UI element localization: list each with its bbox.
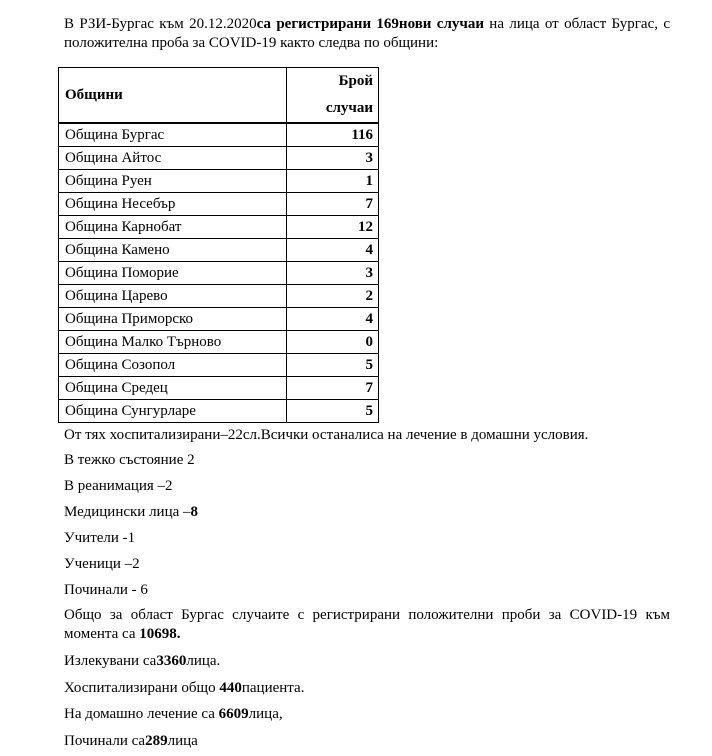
- municipality-name: Община Малко Търново: [59, 331, 287, 354]
- municipality-name: Община Айтос: [59, 147, 287, 170]
- students-line: Ученици –2: [64, 556, 140, 572]
- total-deceased-line: [64, 732, 674, 751]
- recovered-line: [64, 652, 674, 671]
- table-row: [59, 331, 379, 354]
- table-row: [59, 400, 379, 423]
- icu-line: В реанимация –2: [64, 478, 173, 494]
- table-row: [59, 285, 379, 308]
- table-row: [59, 239, 379, 262]
- hospitalized-total-suffix: пациента.: [241, 680, 305, 696]
- recovered-label: Излекувани са: [64, 653, 157, 669]
- intro-paragraph: [64, 15, 670, 53]
- column-header-municipality: Общини: [59, 68, 287, 124]
- hospitalized-total-line: [64, 679, 674, 698]
- total-deceased-label: Починали са: [64, 733, 146, 749]
- medics-line: [64, 503, 674, 522]
- case-count: 0: [287, 331, 379, 354]
- case-count: 12: [287, 216, 379, 239]
- municipality-name: Община Руен: [59, 170, 287, 193]
- municipality-name: Община Несебър: [59, 193, 287, 216]
- home-treatment-line: [64, 705, 674, 724]
- case-count: 116: [287, 123, 379, 147]
- medics-value: 8: [190, 504, 199, 520]
- municipality-name: Община Приморско: [59, 308, 287, 331]
- table-row: [59, 170, 379, 193]
- table-row: [59, 216, 379, 239]
- case-count: 3: [287, 262, 379, 285]
- home-treatment-value: 6609: [218, 706, 249, 722]
- case-count: 2: [287, 285, 379, 308]
- total-cases-value: 10698.: [139, 626, 181, 642]
- home-treatment-suffix: лица,: [248, 706, 283, 722]
- table-row: [59, 354, 379, 377]
- municipality-cases-table: [58, 67, 379, 423]
- municipality-name: Община Карнобат: [59, 216, 287, 239]
- intro-text-2: на лица от област Бургас, с положителна проба за COVID-19 както следва по общини:: [64, 16, 670, 51]
- municipality-name: Община Царево: [59, 285, 287, 308]
- medics-label: Медицински лица –: [64, 504, 191, 520]
- intro-text-1: В РЗИ-Бургас към 20.12.2020: [64, 16, 257, 32]
- case-count: 4: [287, 239, 379, 262]
- teachers-line: Учители -1: [64, 530, 136, 546]
- hospitalized-total-value: 440: [219, 680, 242, 696]
- case-count: 5: [287, 354, 379, 377]
- hospitalized-total-label: Хоспитализирани общо: [64, 680, 220, 696]
- municipality-name: Община Бургас: [59, 123, 287, 147]
- home-treatment-label: На домашно лечение са: [64, 706, 219, 722]
- table-row: [59, 123, 379, 147]
- table-row: [59, 308, 379, 331]
- column-header-count: Брой случаи: [287, 68, 379, 124]
- case-count: 7: [287, 193, 379, 216]
- table-header-row: [59, 68, 379, 124]
- case-count: 4: [287, 308, 379, 331]
- intro-bold-text: са регистрирани 169нови случаи: [256, 16, 484, 32]
- recovered-suffix: лица.: [186, 653, 221, 669]
- table-row: [59, 262, 379, 285]
- severe-condition-line: В тежко състояние 2: [64, 452, 195, 468]
- municipality-name: Община Поморие: [59, 262, 287, 285]
- table-row: [59, 147, 379, 170]
- deceased-line: Починали - 6: [64, 582, 148, 598]
- municipality-name: Община Средец: [59, 377, 287, 400]
- case-count: 5: [287, 400, 379, 423]
- municipality-name: Община Созопол: [59, 354, 287, 377]
- table-row: [59, 193, 379, 216]
- recovered-value: 3360: [156, 653, 187, 669]
- hospitalized-line: От тях хоспитализирани–22сл.Всички останалиса на лечение в домашни условия.: [64, 427, 589, 443]
- total-deceased-value: 289: [145, 733, 168, 749]
- case-count: 1: [287, 170, 379, 193]
- table-row: [59, 377, 379, 400]
- municipality-name: Община Сунгурларе: [59, 400, 287, 423]
- case-count: 7: [287, 377, 379, 400]
- case-count: 3: [287, 147, 379, 170]
- total-deceased-suffix: лица: [167, 733, 198, 749]
- total-cases-paragraph: [64, 606, 670, 644]
- municipality-name: Община Камено: [59, 239, 287, 262]
- total-cases-text: Общо за област Бургас случаите с регистрирани положителни проби за COVID-19 към момента са: [64, 607, 670, 642]
